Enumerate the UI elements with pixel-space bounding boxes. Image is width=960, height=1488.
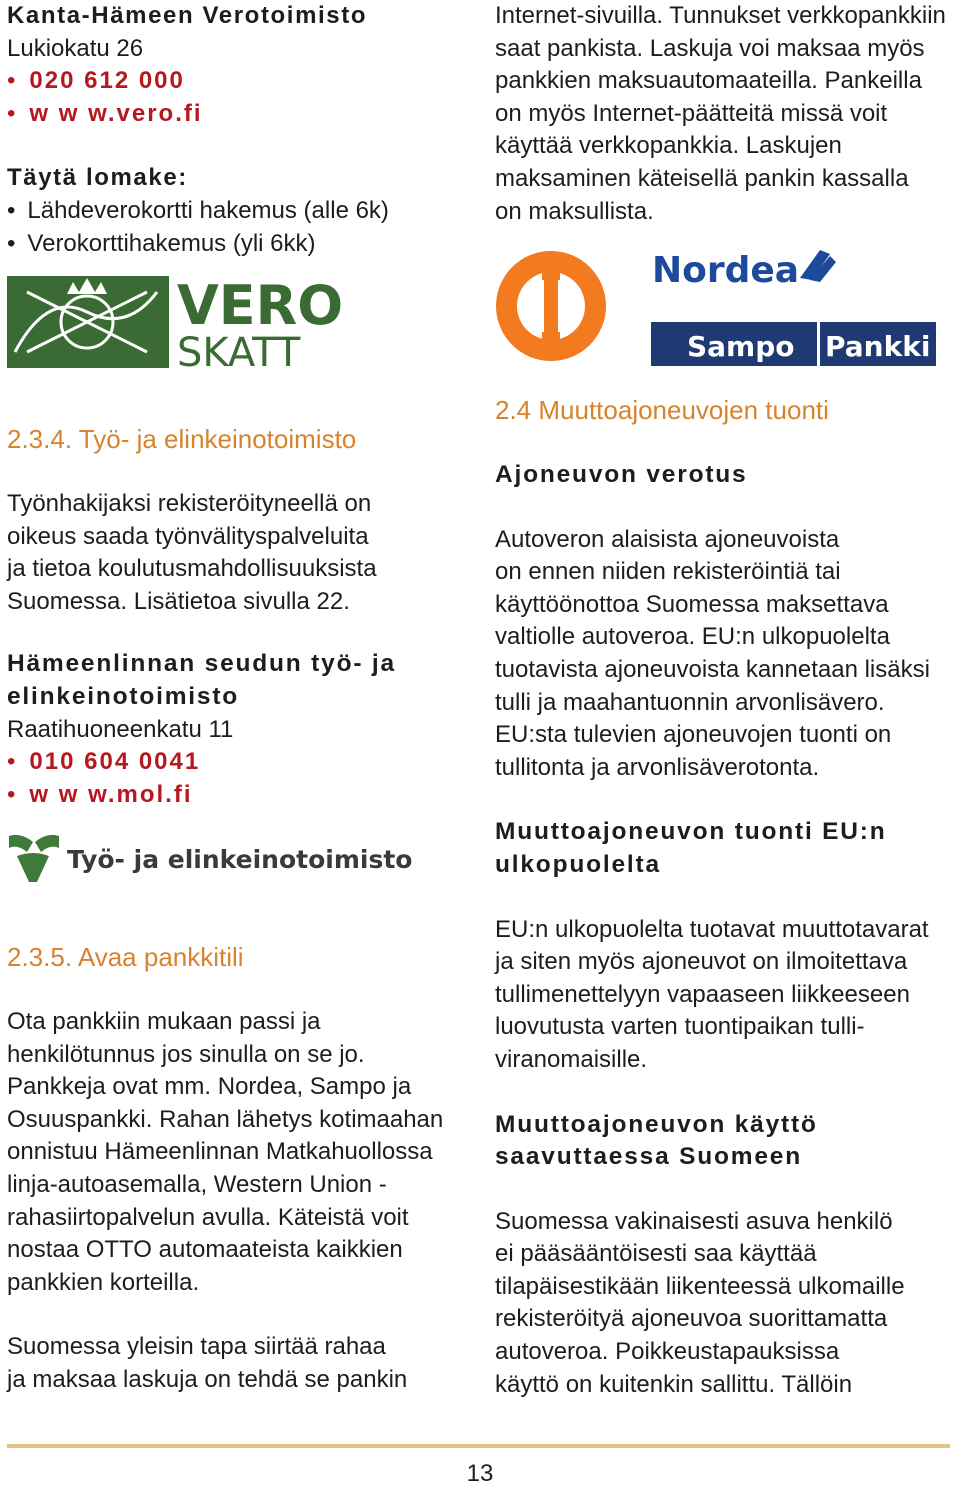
- pankki-logo-text: Pankki: [825, 330, 931, 363]
- section-235-paragraph-2: Suomessa yleisin tapa siirtää rahaa ja maksaa laskuja on tehdä se pankin: [7, 1333, 408, 1393]
- op-bank-logo: [495, 250, 607, 362]
- te-office-logo: [7, 830, 413, 886]
- te-office-web-link[interactable]: • w w w.mol.fi: [7, 779, 462, 812]
- section-235-paragraph-1: Ota pankkiin mukaan passi ja henkilötunnus jos sinulla on se jo. Pankkeja ovat mm. Nordea, Sampo ja Osuuspankki. Rahan lähetys kotimaahan onnistuu Hämeenlinnan Matkahuollossa linja-autoasemalla, Western Union - rahasiirtopalvelun avulla. Käteistä voit nostaa OTTO automaateista kaikkien pankkien korteilla.: [7, 1008, 444, 1296]
- tax-office-web-link[interactable]: • w w w.vero.fi: [7, 98, 462, 131]
- skatt-logo-text: SKATT: [177, 330, 301, 376]
- vehicle-use-paragraph: Suomessa vakinaisesti asuva henkilö ei pääsääntöisesti saa käyttää tilapäisestikään liikenteessä ulkomaille rekisteröityä ajoneuvoa suorittamatta autoveroa. Poikkeustapauksissa käyttö on kuitenkin sallittu. Tällöin: [495, 1207, 905, 1398]
- te-office-address: Raatihuoneenkatu 11: [7, 715, 234, 743]
- sampo-pankki-logo: [651, 322, 936, 366]
- tax-office-title: Kanta-Hämeen Verotoimisto: [7, 2, 368, 29]
- te-logo-text: Työ- ja elinkeinotoimisto: [67, 845, 413, 874]
- nordea-logo: [650, 240, 840, 296]
- vehicle-tax-paragraph: Autoveron alaisista ajoneuvoista on ennen niiden rekisteröintiä tai käyttöönottoa Suomessa maksettava valtiolle autoveroa. EU:n ulkopuolelta tuotavista ajoneuvoista kannetaan lisäksi tulli ja maahantuonnin arvonlisävero. EU:sta tulevien ajoneuvojen tuonti on tullitonta ja arvonlisäverotonta.: [495, 525, 930, 781]
- section-24-title: 2.4 Muuttoajoneuvojen tuonti: [495, 395, 829, 425]
- section-235-title: 2.3.5. Avaa pankkitili: [7, 942, 244, 972]
- section-234: [7, 422, 462, 811]
- nordea-logo-text: Nordea: [652, 250, 800, 291]
- te-office-title: Hämeenlinnan seudun työ- ja elinkeinotoimisto: [7, 650, 396, 710]
- vehicle-tax-title: Ajoneuvon verotus: [495, 461, 748, 488]
- section-234-paragraph: Työnhakijaksi rekisteröityneellä on oikeus saada työnvälityspalveluita ja tietoa koulutusmahdollisuuksista Suomessa. Lisätietoa sivulla 22.: [7, 490, 377, 615]
- right-column: [495, 0, 950, 228]
- form-item-1: • Lähdeverokortti hakemus (alle 6k): [7, 195, 462, 228]
- section-235: [7, 940, 462, 1397]
- tax-office-address: Lukiokatu 26: [7, 34, 144, 62]
- vehicle-use-title: Muuttoajoneuvon käyttö saavuttaessa Suomeen: [495, 1110, 818, 1171]
- tax-office-phone: • 020 612 000: [7, 65, 462, 98]
- vero-skatt-logo: [7, 272, 344, 376]
- vero-logo-text: VERO: [177, 274, 344, 337]
- sampo-logo-text: Sampo: [687, 330, 795, 363]
- te-office-phone: • 010 604 0041: [7, 746, 462, 779]
- footer-rule: [7, 1444, 950, 1448]
- import-outside-eu-paragraph: EU:n ulkopuolelta tuotavat muuttotavarat ja siten myös ajoneuvot on ilmoitettava tullimenettelyyn vapaaseen liikkeeseen luovutusta varten tuontipaikan tulli- viranomaisille.: [495, 915, 929, 1073]
- form-item-2: • Verokorttihakemus (yli 6kk): [7, 228, 462, 261]
- section-234-title: 2.3.4. Työ- ja elinkeinotoimisto: [7, 424, 357, 454]
- section-24: [495, 393, 950, 1401]
- bank-paragraph: Internet-sivuilla. Tunnukset verkkopankkiin saat pankista. Laskuja voi maksaa myös pankkien maksuautomaateilla. Pankeilla on myös Internet-päätteitä missä voit käyttää verkkopankkia. Laskujen maksaminen käteisellä pankin kassalla on maksullista.: [495, 2, 946, 225]
- import-outside-eu-title: Muuttoajoneuvon tuonti EU:n ulkopuolelta: [495, 818, 887, 878]
- left-column: [7, 0, 462, 260]
- page-number: 13: [466, 1460, 494, 1487]
- form-title: Täytä lomake:: [7, 164, 188, 192]
